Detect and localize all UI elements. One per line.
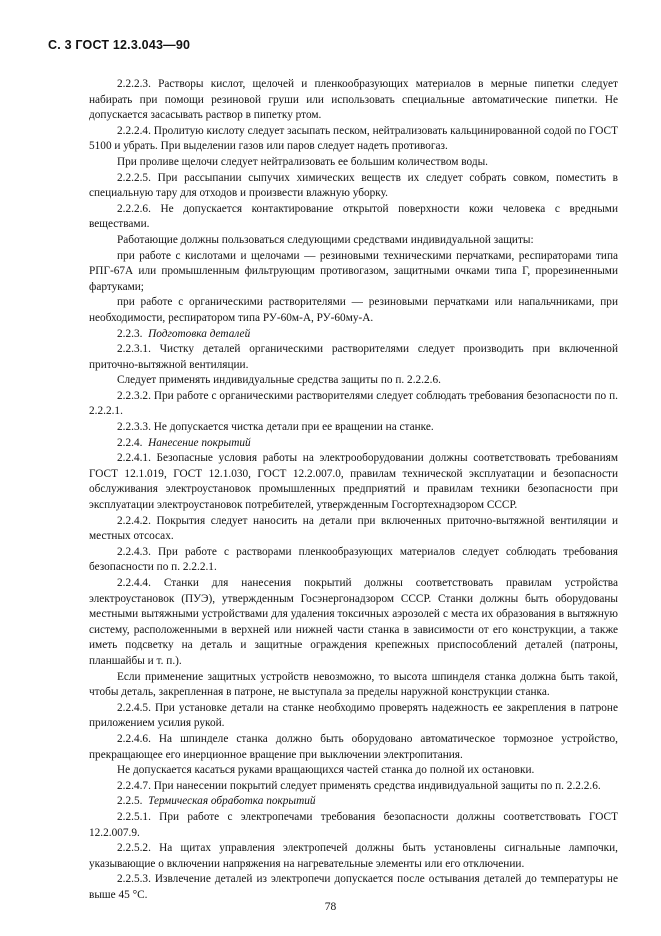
paragraph: 2.2.2.3. Растворы кислот, щелочей и пленкообразующих материалов в мерные пипетки следует набирать при помощи резиновой груши или использовать специальные автоматические пипетки. Не допускается засасывать раствор в пипетку ртом. [89, 78, 618, 122]
paragraph: 2.2.5.1. При работе с электропечами требования безопасности должны соответствовать ГОСТ 12.2.007.9. [89, 810, 618, 839]
paragraph: при работе с органическими растворителями — резиновыми перчатками или напальчниками, при необходимости, респиратором типа РУ-60м-А, РУ-60му-А. [89, 296, 618, 324]
section-title: Подготовка деталей [148, 327, 251, 340]
paragraph: 2.2.4.1. Безопасные условия работы на электрооборудовании должны соответствовать требованиям ГОСТ 12.1.019, ГОСТ 12.1.030, ГОСТ 12.2.007.0, правилам технической эксплуатации и безопасности обслуживания электроустановок промышленных предприятий и правилам техники безопасности при эксплуатации электроустановок потребителей, утвержденным Госгортехнадзором СССР. [89, 452, 618, 512]
paragraph: при работе с кислотами и щелочами — резиновыми техническими перчатками, респираторами типа РПГ-67А или промышленным фильтрующим противогазом, защитными очками типа Г, прорезиненными фартуками; [89, 249, 618, 293]
paragraph: Работающие должны пользоваться следующими средствами индивидуальной защиты: [117, 233, 534, 246]
paragraph: Не допускается касаться руками вращающихся частей станка до полной их остановки. [117, 764, 535, 777]
section-heading [89, 327, 618, 343]
page-header: С. 3 ГОСТ 12.3.043—90 [48, 38, 191, 52]
section-title: Нанесение покрытий [148, 436, 251, 449]
section-heading [89, 436, 618, 452]
paragraph: 2.2.3.3. Не допускается чистка детали при ее вращении на станке. [117, 421, 434, 434]
paragraph: 2.2.2.5. При рассыпании сыпучих химических веществ их следует собрать совком, поместить в специальную тару для отходов и произвести влажную уборку. [89, 171, 618, 200]
paragraph: При проливе щелочи следует нейтрализовать ее большим количеством воды. [117, 155, 488, 168]
paragraph: 2.2.5.2. На щитах управления электропечей должны быть установлены сигнальные лампочки, указывающие о включении напряжения на нагревательные элементы или его отключении. [89, 842, 618, 870]
section-heading [89, 794, 618, 810]
paragraph: 2.2.4.2. Покрытия следует наносить на детали при включенных приточно-вытяжной вентиляции и местных отсосах. [89, 514, 618, 543]
paragraph: 2.2.3.2. При работе с органическими растворителями следует соблюдать требования безопасности по п. 2.2.2.1. [89, 389, 618, 418]
paragraph: 2.2.4.3. При работе с растворами пленкообразующих материалов следует соблюдать требования безопасности по п. 2.2.2.1. [89, 545, 618, 574]
paragraph: 2.2.4.7. При нанесении покрытий следует применять средства индивидуальной защиты по п. 2.2.2.6. [117, 779, 601, 792]
section-title: Термическая обработка покрытий [148, 795, 316, 808]
section-number: 2.2.3. [117, 327, 143, 340]
paragraph: 2.2.3.1. Чистку деталей органическими растворителями следует производить при включенной приточно-вытяжной вентиляции. [89, 343, 618, 371]
paragraph: Следует применять индивидуальные средства защиты по п. 2.2.2.6. [117, 374, 441, 387]
section-number: 2.2.4. [117, 436, 143, 449]
paragraph: Если применение защитных устройств невозможно, то высота шпинделя станка должна быть такой, чтобы деталь, закрепленная в патроне, не выступала за пределы наружной конструкции станка. [89, 670, 618, 699]
paragraph: 2.2.4.4. Станки для нанесения покрытий должны соответствовать правилам устройства электроустановок (ПУЭ), утвержденным Госэнергонадзором СССР. Станки должны быть оборудованы местными вытяжными устройствами для удаления токсичных аэрозолей с места их образования в вытяжную систему, расположенными в верхней или нижней части станка в зависимости от его конструкции, а также иметь подсветку на деталь и защитные ограждения крепежных приспособлений деталей (патроны, планшайбы и т. п.). [89, 577, 618, 667]
paragraph: 2.2.2.6. Не допускается контактирование открытой поверхности кожи человека с вредными веществами. [89, 202, 618, 231]
section-number: 2.2.5. [117, 795, 143, 808]
document-body [89, 77, 618, 903]
paragraph: 2.2.5.3. Извлечение деталей из электропечи допускается после остывания деталей до температуры не выше 45 °С. [89, 873, 618, 901]
paragraph: 2.2.4.6. На шпинделе станка должно быть оборудовано автоматическое тормозное устройство, прекращающее его инерционное вращение при выключении электропитания. [89, 732, 618, 761]
page-number: 78 [324, 901, 337, 913]
paragraph: 2.2.2.4. Пролитую кислоту следует засыпать песком, нейтрализовать кальцинированной содой по ГОСТ 5100 и убрать. При выделении газов или паров следует надеть противогаз. [89, 124, 618, 153]
paragraph: 2.2.4.5. При установке детали на станке необходимо проверять надежность ее закрепления в патроне приложением усилия рукой. [89, 701, 618, 730]
